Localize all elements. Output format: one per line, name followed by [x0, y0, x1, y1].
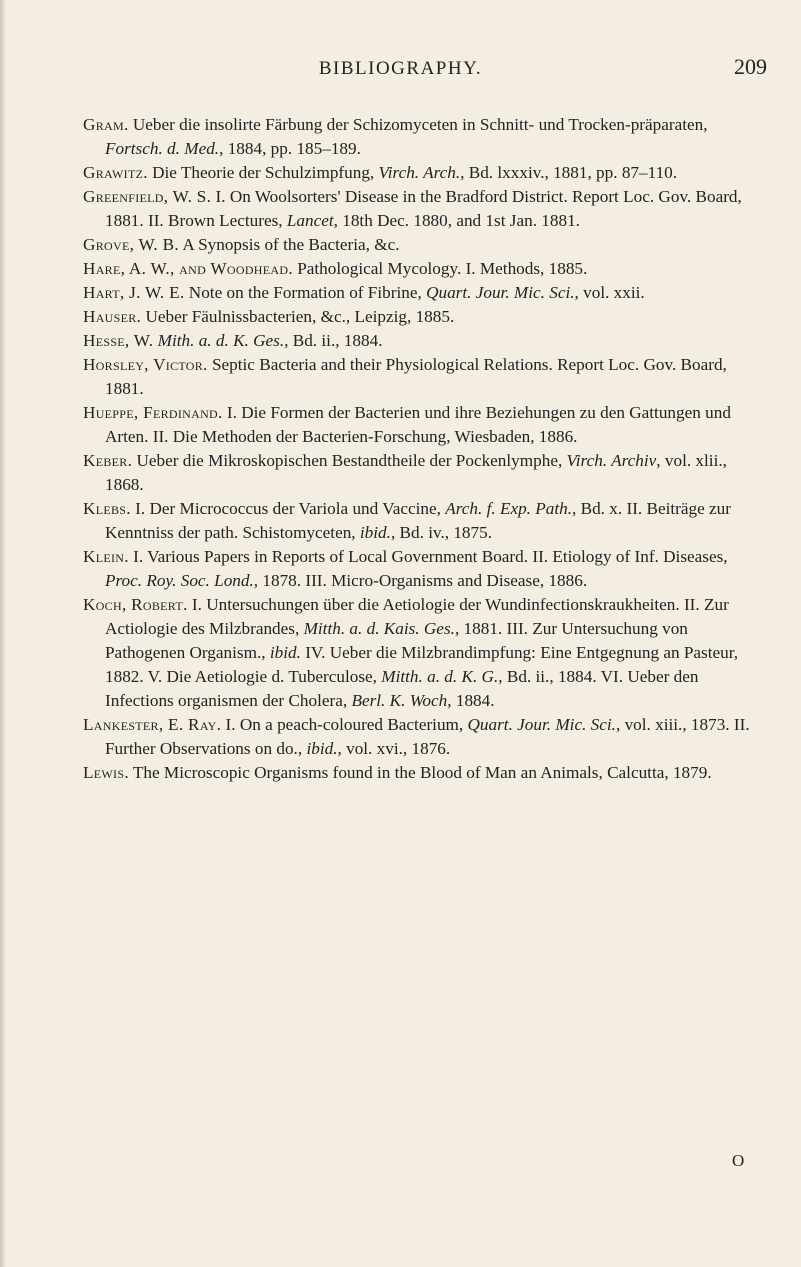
- bibliography-entry: [83, 401, 767, 449]
- entry-text: , vol. xlii., 1868.: [105, 451, 727, 494]
- entry-author: Hart, J. W. E.: [83, 283, 185, 302]
- bibliography-entry: [83, 497, 767, 545]
- entry-author: Grove, W. B.: [83, 235, 179, 254]
- bibliography-entry: [83, 449, 767, 497]
- entry-text: Ueber die insolirte Färbung der Schizomyceten in Schnitt- und Trocken-präparaten,: [128, 115, 708, 134]
- entry-text: , 18th Dec. 1880, and 1st Jan. 1881.: [333, 211, 580, 230]
- bibliography-entry: [83, 281, 767, 305]
- entry-author: Keber.: [83, 451, 133, 470]
- entry-text: , Bd. x. II. Beiträge zur Kenntniss der path. Schistomyceten,: [105, 499, 731, 542]
- entry-text: , Bd. lxxxiv., 1881, pp. 87–110.: [460, 163, 678, 182]
- running-head: BIBLIOGRAPHY.: [318, 58, 483, 79]
- entry-author: Horsley, Victor.: [83, 355, 208, 374]
- entry-journal: Mitth. a. d. K. G.: [381, 667, 499, 686]
- entry-author: Hesse, W.: [83, 331, 154, 350]
- entry-author: Klebs.: [83, 499, 131, 518]
- bibliography-entry: [83, 545, 767, 593]
- entry-text: I. On a peach-coloured Bacterium,: [221, 715, 468, 734]
- entry-text: I. Die Formen der Bacterien und ihre Beziehungen zu den Gattungen und Arten. II. Die Methoden der Bacterien-Forschung, Wiesbaden, 1886.: [105, 403, 731, 446]
- entry-journal: Fortsch. d. Med.: [105, 139, 220, 158]
- entry-text: I. Untersuchungen über die Aetiologie der Wundinfectionskraukheiten. II. Zur Actiologie des Milzbrandes,: [105, 595, 729, 638]
- entry-text: I. On Woolsorters' Disease in the Bradford District. Report Loc. Gov. Board, 1881. II. Brown Lectures,: [105, 187, 742, 230]
- entry-journal: Virch. Archiv: [566, 451, 657, 470]
- entry-text: A Synopsis of the Bacteria, &c.: [178, 235, 400, 254]
- entry-text: , vol. xiii., 1873. II. Further Observations on do.,: [105, 715, 750, 758]
- entry-journal: ibid.: [306, 739, 338, 758]
- bibliography-entry: [83, 761, 767, 785]
- bibliography-entry: [83, 257, 767, 281]
- page-spine-shadow: [0, 0, 6, 1267]
- entry-text: I. Der Micrococcus der Variola und Vaccine,: [130, 499, 446, 518]
- entry-journal: Mith. a. d. K. Ges.: [157, 331, 285, 350]
- entry-author: Gram.: [83, 115, 129, 134]
- entry-journal: Quart. Jour. Mic. Sci.: [467, 715, 616, 734]
- entry-text: , Bd. ii., 1884.: [284, 331, 383, 350]
- entry-author: Koch, Robert.: [83, 595, 188, 614]
- entry-author: Lewis.: [83, 763, 129, 782]
- entry-text: Septic Bacteria and their Physiological Relations. Report Loc. Gov. Board, 1881.: [105, 355, 727, 398]
- bibliography-entry: [83, 185, 767, 233]
- entry-text: , vol. xvi., 1876.: [337, 739, 451, 758]
- page-number: 209: [734, 54, 767, 79]
- bibliography-entry: [83, 713, 767, 761]
- signature-mark: O: [732, 1151, 745, 1170]
- entry-text: , 1878. III. Micro-Organisms and Disease, 1886.: [253, 571, 588, 590]
- entry-text: , 1884, pp. 185–189.: [219, 139, 361, 158]
- entry-author: Hare, A. W., and Woodhead.: [83, 259, 293, 278]
- bibliography-entries: [83, 113, 767, 785]
- bibliography-entry: [83, 161, 767, 185]
- entry-text: The Microscopic Organisms found in the Blood of Man an Animals, Calcutta, 1879.: [128, 763, 712, 782]
- entry-journal: Mitth. a. d. Kais. Ges.: [303, 619, 455, 638]
- entry-text: IV. Ueber die Milzbrandimpfung: Eine Entgegnung an Pasteur, 1882. V. Die Aetiologie d. Tuberculose,: [105, 643, 739, 686]
- entry-author: Grawitz.: [83, 163, 148, 182]
- entry-text: Ueber Fäulnissbacterien, &c., Leipzig, 1885.: [141, 307, 455, 326]
- entry-text: Note on the Formation of Fibrine,: [184, 283, 427, 302]
- bibliography-entry: [83, 353, 767, 401]
- entry-text: , 1881. III. Zur Untersuchung von Pathogenen Organism.,: [105, 619, 688, 662]
- entry-journal: Virch. Arch.: [378, 163, 461, 182]
- entry-journal: ibid.: [359, 523, 391, 542]
- bibliography-entry: [83, 593, 767, 713]
- entry-author: Klein.: [83, 547, 129, 566]
- entry-author: Hueppe, Ferdinand.: [83, 403, 223, 422]
- bibliography-entry: [83, 329, 767, 353]
- bibliography-entry: [83, 113, 767, 161]
- entry-journal: Lancet: [286, 211, 334, 230]
- entry-text: , Bd. ii., 1884. VI. Ueber den Infections organismen der Cholera,: [105, 667, 699, 710]
- entry-journal: Proc. Roy. Soc. Lond.: [105, 571, 254, 590]
- bibliography-entry: [83, 233, 767, 257]
- page-header: [0, 54, 801, 88]
- bibliography-entry: [83, 305, 767, 329]
- entry-text: , vol. xxii.: [574, 283, 645, 302]
- entry-author: Lankester, E. Ray.: [83, 715, 222, 734]
- entry-author: Hauser.: [83, 307, 142, 326]
- entry-text: I. Various Papers in Reports of Local Government Board. II. Etiology of Inf. Diseases,: [128, 547, 728, 566]
- entry-journal: ibid.: [269, 643, 301, 662]
- entry-text: Die Theorie der Schulzimpfung,: [147, 163, 379, 182]
- entry-author: Greenfield, W. S.: [83, 187, 212, 206]
- entry-journal: Arch. f. Exp. Path.: [445, 499, 573, 518]
- entry-text: , Bd. iv., 1875.: [390, 523, 493, 542]
- entry-journal: Berl. K. Woch: [351, 691, 448, 710]
- entry-text: , 1884.: [447, 691, 495, 710]
- entry-journal: Quart. Jour. Mic. Sci.: [426, 283, 575, 302]
- entry-text: Ueber die Mikroskopischen Bestandtheile der Pockenlymphe,: [132, 451, 567, 470]
- entry-text: Pathological Mycology. I. Methods, 1885.: [292, 259, 588, 278]
